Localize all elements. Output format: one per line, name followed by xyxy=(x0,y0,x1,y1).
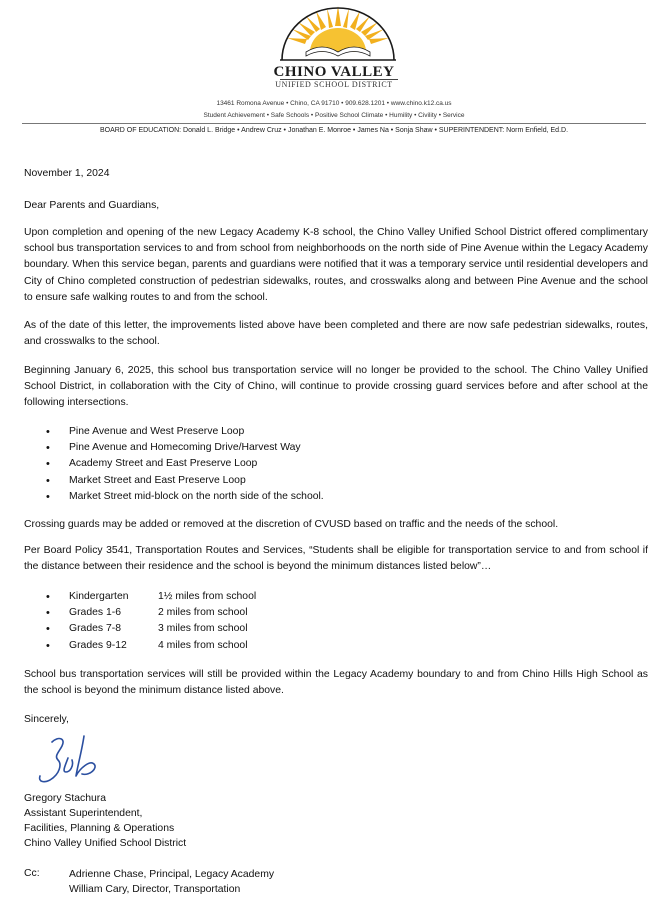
board-of-education: BOARD OF EDUCATION: Donald L. Bridge • Andrew Cruz • Jonathan E. Monroe • James Na • Sonja Shaw • SUPERINTENDENT: Norm Enfield, Ed.D. xyxy=(99,127,569,134)
grade-label: Grades 9-12 xyxy=(69,639,127,651)
district-values: Student Achievement • Safe Schools • Positive School Climate • Humility • Civility • Service xyxy=(203,112,465,119)
signer-title-1: Assistant Superintendent, xyxy=(24,808,143,819)
list-item: • Pine Avenue and West Preserve Loop xyxy=(24,424,624,440)
list-item xyxy=(24,638,624,654)
grade-distance: 2 miles from school xyxy=(158,607,248,619)
grade-distance: 4 miles from school xyxy=(158,639,248,651)
intersection-list xyxy=(24,424,624,505)
district-subtitle: UNIFIED SCHOOL DISTRICT xyxy=(275,80,393,89)
salutation: Dear Parents and Guardians, xyxy=(24,200,160,211)
signer-title-2: Facilities, Planning & Operations xyxy=(24,823,175,834)
cc-recipient: William Cary, Director, Transportation xyxy=(69,883,241,895)
letterhead-rule xyxy=(22,123,646,124)
cc-recipient: Adrienne Chase, Principal, Legacy Academy xyxy=(69,869,275,880)
paragraph-6: School bus transportation services will still be provided within the Legacy Academy boundary to and from Chino Hills High School as the school is beyond the minimum distance listed above. xyxy=(24,669,648,697)
grade-label: Kindergarten xyxy=(69,591,129,602)
list-item xyxy=(24,589,624,605)
district-address: 13461 Romona Avenue • Chino, CA 91710 • 909.628.1201 • www.chino.k12.ca.us xyxy=(216,100,452,107)
list-item: • Pine Avenue and Homecoming Drive/Harvest Way xyxy=(24,440,624,456)
list-item xyxy=(24,605,624,621)
paragraph-1: Upon completion and opening of the new Legacy Academy K-8 school, the Chino Valley Unified School District offered complimentary school bus transportation services to and from school from neighborhoods on the north side of Pine Avenue within the Legacy Academy boundary. When this service began, parents and guardians were notified that it was a temporary service until residential developers and City of Chino completed construction of pedestrian sidewalks, routes, and crosswalks along and between Pine Avenue and the school to ensure safe walking routes to and from the school. xyxy=(24,227,648,303)
grade-label: Grades 1-6 xyxy=(69,607,121,619)
signature-icon xyxy=(32,728,104,788)
signer-name: Gregory Stachura xyxy=(24,793,107,804)
list-item xyxy=(24,621,624,637)
district-name: CHINO VALLEY xyxy=(273,64,395,80)
closing: Sincerely, xyxy=(24,714,69,725)
signer-organization: Chino Valley Unified School District xyxy=(24,838,187,849)
cc-label: Cc: xyxy=(24,868,40,879)
cc-list xyxy=(69,868,274,897)
list-item: • Market Street and East Preserve Loop xyxy=(24,473,624,489)
grade-distance: 1½ miles from school xyxy=(158,591,257,602)
paragraph-4: Crossing guards may be added or removed at the discretion of CVUSD based on traffic and the needs of the school. xyxy=(24,519,559,530)
list-item: • Academy Street and East Preserve Loop xyxy=(24,456,624,472)
paragraph-5: Per Board Policy 3541, Transportation Routes and Services, “Students shall be eligible for transportation service to and from school if the distance between their residence and the school is beyond the minimum distances listed below”… xyxy=(24,545,648,573)
letter-date: November 1, 2024 xyxy=(24,168,110,179)
paragraph-2: As of the date of this letter, the improvements listed above have been completed and there are now safe pedestrian sidewalks, routes, and crosswalks to the school. xyxy=(24,320,648,348)
grade-distance: 3 miles from school xyxy=(158,623,248,635)
list-item: • Market Street mid-block on the north side of the school. xyxy=(24,489,624,505)
distance-list xyxy=(24,589,624,654)
paragraph-3: Beginning January 6, 2025, this school bus transportation service will no longer be provided to the school. The Chino Valley Unified School District, in collaboration with the City of Chino, will continue to provide crossing guard services before and after school at the following intersections. xyxy=(24,365,648,409)
grade-label: Grades 7-8 xyxy=(69,623,121,635)
district-logo-sun-icon xyxy=(276,2,400,64)
